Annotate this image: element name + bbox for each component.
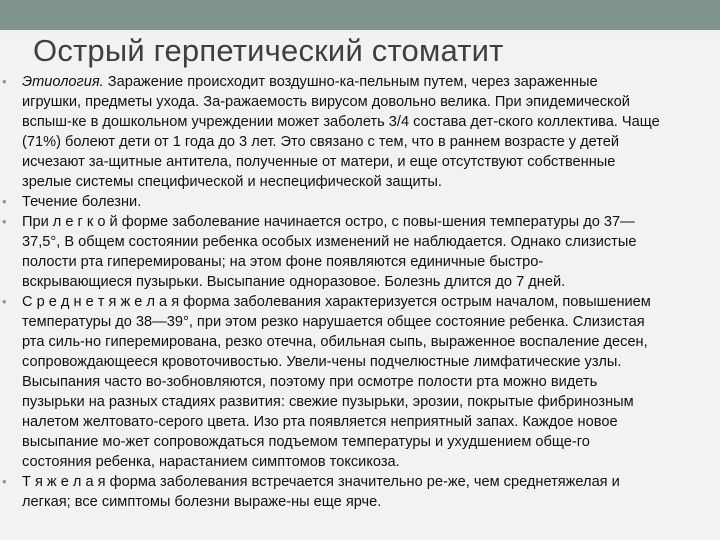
moderate-form-line: температуры до 38—39°, при этом резко нарушается общее состояние ребенка. Слизистая [22,314,645,330]
etiology-line: исчезают за-щитные антитела, полученные от матери, и еще отсутствуют собственные [22,154,616,170]
bullet-icon: • [2,194,7,209]
severe-form-line: легкая; все симптомы болезни выраже-ны еще ярче. [22,494,382,510]
etiology-line: (71%) болеют дети от 1 года до 3 лет. Это связано с тем, что в раннем возрасте у детей [22,134,620,150]
mild-form-line: 37,5°, В общем состоянии ребенка особых изменений не наблюдается. Однако слизистые [22,234,637,250]
bullet-icon: • [2,74,7,89]
header-bar [0,0,720,30]
moderate-form-line: налетом желтовато-серого цвета. Изо рта появляется неприятный запах. Каждое новое [22,414,618,430]
moderate-form-line: рта силь-но гиперемирована, резко отечна, обильная сыпь, выраженное воспаление десен, [22,334,648,350]
slide-title: Острый герпетический стоматит [33,33,504,68]
etiology-line: вспыш-ке в дошкольном учреждении может заболеть 3/4 состава дет-ского коллектива. Чаще [22,114,660,130]
list-item-severe-form [0,472,720,512]
bullet-icon: • [2,294,7,309]
etiology-line: зрелые системы специфической и неспецифической защиты. [22,174,442,190]
mild-form-line: вскрывающиеся пузырьки. Высыпание одноразовое. Болезнь длится до 7 дней. [22,274,566,290]
moderate-form-line: сопровождающееся кровоточивостью. Увели-чены подчелюстные лимфатические узлы. [22,354,622,370]
moderate-form-line: высыпание мо-жет сопровождаться подъемом температуры и ухудшением обще-го [22,434,590,450]
moderate-form-line: состояния ребенка, нарастанием симптомов токсикоза. [22,454,400,470]
bullet-icon: • [2,214,7,229]
moderate-form-line: С р е д н е т я ж е л а я форма заболевания характеризуется острым началом, повышением [22,294,651,310]
slide-content [0,72,720,512]
etiology-line: Заражение происходит воздушно-ка-пельным путем, через зараженные [103,74,598,90]
mild-form-line: При л е г к о й форме заболевание начинается остро, с повы-шения температуры до 37— [22,214,635,230]
etiology-label: Этиология. [22,74,104,90]
list-item-mild-form [0,212,720,292]
list-item-moderate-form [0,292,720,472]
course-heading: Течение болезни. [22,194,142,210]
moderate-form-line: Высыпания часто во-зобновляются, поэтому при осмотре полости рта можно видеть [22,374,598,390]
severe-form-line: Т я ж е л а я форма заболевания встречается значительно ре-же, чем среднетяжелая и [22,474,620,490]
list-item-etiology [0,72,720,192]
bullet-icon: • [2,474,7,489]
etiology-line: игрушки, предметы ухода. За-ражаемость вирусом довольно велика. При эпидемической [22,94,630,110]
moderate-form-line: пузырьки на разных стадиях развития: свежие пузырьки, эрозии, покрытые фибринозным [22,394,634,410]
list-item-course-heading [0,192,720,212]
mild-form-line: полости рта гиперемированы; на этом фоне появляются единичные быстро- [22,254,544,270]
